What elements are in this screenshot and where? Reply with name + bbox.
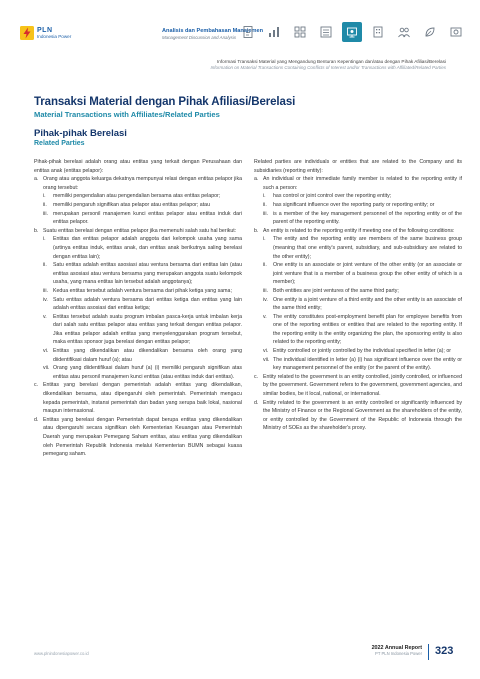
- sub-list-item: [254, 356, 462, 373]
- sub-list-item: [34, 347, 242, 364]
- list-marker: vii.: [263, 356, 270, 363]
- list-marker: vii.: [43, 365, 50, 372]
- list-item: [34, 416, 242, 459]
- nav-chart-icon[interactable]: [264, 22, 284, 42]
- list-text: has control or joint control over the reporting entity;: [273, 193, 392, 200]
- list-text: The individual identified in letter (a) (i) has significant influence over the entity or key management personnel of the entity (or the parent of the entity).: [273, 356, 462, 372]
- nav-management-icon[interactable]: [342, 22, 362, 42]
- page-header: [0, 0, 480, 48]
- list-item: [34, 381, 242, 415]
- page-subheader: [210, 59, 446, 71]
- list-text: An entity is related to the reporting entity if meeting one of the following conditions:: [263, 227, 455, 234]
- list-item: [34, 227, 242, 236]
- list-text: The entity constitutes post-employment benefit plan for employee benefits from one of the reporting entities or entities that are related to the reporting entity. If the reporting entity is the entity organizing the plan, the sponsoring entity is also related to the reporting entity;: [273, 313, 462, 346]
- sub-list-item: [254, 313, 462, 347]
- list-item: [254, 175, 462, 192]
- list-marker: d.: [254, 399, 259, 406]
- list-text: One entity is a joint venture of a third entity and the other entity is an associate of the same third entity;: [273, 296, 462, 312]
- list-marker: c.: [254, 373, 259, 380]
- list-marker: ii.: [263, 262, 267, 269]
- list-marker: ii.: [263, 201, 267, 208]
- list-text: Satu entitas adalah ventura bersama dari entitas ketiga dan entitas yang lain adalah entitas asosiasi dari entitas ketiga;: [53, 296, 242, 312]
- list-marker: vi.: [263, 348, 269, 355]
- report-title: 2022 Annual Report: [371, 645, 422, 651]
- nav-finance-icon[interactable]: [446, 22, 466, 42]
- list-marker: a.: [254, 176, 259, 183]
- page-number: 323: [435, 645, 454, 657]
- nav-people-icon[interactable]: [394, 22, 414, 42]
- list-text: Suatu entitas berelasi dengan entitas pelapor jika memenuhi salah satu hal berikut:: [43, 227, 237, 234]
- sub-list-item: [254, 192, 462, 201]
- list-text: memiliki pengaruh signifikan atas pelapor atau entitas pelapor; atau: [53, 201, 211, 208]
- list-marker: v.: [43, 313, 47, 320]
- list-marker: a.: [34, 176, 39, 183]
- list-text: merupakan personil manajemen kunci entitas pelapor atau entitas induk dari entitas pelapor.: [53, 210, 242, 226]
- sub-list-item: [254, 201, 462, 210]
- sub-list-item: [254, 235, 462, 261]
- section-subtitle: Management Discussion and Analysis: [162, 34, 237, 40]
- intro-paragraph: Related parties are individuals or entities that are related to the Company and its subsidiaries (reporting entity):: [254, 159, 462, 174]
- list-text: is a member of the key management personnel of the reporting entity or of the parent of the reporting entity.: [273, 210, 462, 226]
- sub-list-item: [254, 347, 462, 356]
- list-text: Entity related to the government is an entity controlled or significantly influenced by the Ministry of Finance or the Regional Government as the shareholders of the entity, or entity controlled by the Government of the Republic of Indonesia through the Ministry of SOEs as the shareholder's proxy.: [263, 399, 462, 432]
- sub-list-item: [34, 364, 242, 381]
- nav-leaf-icon[interactable]: [420, 22, 440, 42]
- lightning-icon: [20, 26, 34, 40]
- list-text: has significant influence over the reporting party or reporting entity; or: [273, 201, 435, 208]
- list-marker: v.: [263, 313, 267, 320]
- list-item: [254, 399, 462, 433]
- list-marker: iv.: [263, 296, 268, 303]
- sub-list-item: [254, 287, 462, 296]
- list-marker: iii.: [263, 287, 268, 294]
- footer-url[interactable]: www.plnindonesiapower.co.id: [34, 651, 89, 656]
- page-title: Transaksi Material dengan Pihak Afiliasi/Berelasi: [34, 96, 296, 108]
- logo-name: PLN: [37, 26, 53, 34]
- list-marker: b.: [254, 227, 259, 234]
- right-column-english: [254, 158, 462, 433]
- list-marker: ii.: [43, 201, 47, 208]
- list-item: [254, 227, 462, 236]
- sub-list-item: [34, 287, 242, 296]
- list-text: The entity and the reporting entity are members of the same business group (meaning that one entity's parent, subsidiary, and sub-subsidiary are related to the other entity);: [273, 236, 462, 260]
- list-marker: i.: [43, 193, 46, 200]
- list-text: Satu entitas adalah entitas asosiasi atau ventura bersama dari entitas lain (atau entitas asosiasi atau ventura bersama yang merupakan anggota suatu kelompok usaha, yang mana entitas lain tersebut adalah anggotanya);: [53, 262, 242, 286]
- list-text: Entitas dan entitas pelapor adalah anggota dari kelompok usaha yang sama (artinya entitas induk, entitas anak, dan entitas anak berikutnya saling berelasi dengan entitas lain);: [53, 236, 242, 260]
- footer-divider: [428, 644, 429, 660]
- list-marker: iii.: [263, 210, 268, 217]
- sub-list-item: [34, 235, 242, 261]
- list-text: Entitas yang berelasi dengan pemerintah adalah entitas yang dikendalikan, dikendalikan bersama, atau dipengaruhi oleh pemerintah. Pemerintah mengacu kepada pemerintah, instansi pemerintah dan badan yang serupa baik lokal, nasional maupun internasional.: [43, 382, 242, 415]
- nav-grid-icon[interactable]: [290, 22, 310, 42]
- list-marker: iv.: [43, 296, 48, 303]
- list-text: Entity related to the government is an entity controlled, jointly controlled, or influenced by the government. Government refers to the government, government agencies, and similar bodies, be it local, national, or international.: [263, 373, 462, 398]
- list-text: Orang yang diidentifikasi dalam huruf (a) (i) memiliki pengaruh signifikan atas entitas atau personil manajemen kunci entitas (atau entitas induk dari entitas).: [53, 365, 242, 380]
- list-text: memiliki pengendalian atau pengendalian bersama atas entitas pelapor;: [53, 193, 221, 200]
- nav-document-icon[interactable]: [238, 22, 258, 42]
- list-text: Kedua entitas tersebut adalah ventura bersama dari pihak ketiga yang sama;: [53, 287, 232, 294]
- sub-list-item: [254, 261, 462, 287]
- list-text: Entitas yang dikendalikan atau dikendalikan bersama oleh orang yang diidentifikasi dalam huruf (a); atau: [53, 348, 242, 363]
- list-marker: i.: [43, 236, 46, 243]
- list-text: Entity controlled or jointly controlled by the individual specified in letter (a); or: [273, 348, 452, 355]
- list-marker: c.: [34, 382, 39, 389]
- subheader-en: Information on Material Transactions Containing Conflicts of Interest and/or Transactions with Affiliated/Related Parties: [210, 64, 446, 70]
- sub-list-item: [34, 296, 242, 313]
- list-text: An individual or their immediate family member is related to the reporting entity if such a person:: [263, 176, 462, 191]
- list-marker: i.: [263, 193, 266, 200]
- list-marker: iii.: [43, 210, 48, 217]
- list-marker: ii.: [43, 262, 47, 269]
- list-item: [34, 175, 242, 192]
- section-heading: Pihak-pihak Berelasi: [34, 128, 127, 139]
- logo-subtitle: Indonesia Power: [37, 33, 72, 39]
- left-column-indonesian: [34, 158, 242, 459]
- sub-list-item: [34, 192, 242, 201]
- pln-logo[interactable]: [20, 26, 71, 40]
- subheader-id: Informasi Transaksi Material yang Mengandung Benturan Kepentingan dan/atau dengan Pihak Afiliasi/Berelasi: [216, 59, 446, 64]
- report-subtitle: PT PLN Indonesia Power: [375, 651, 422, 657]
- list-marker: vi.: [43, 348, 49, 355]
- list-marker: b.: [34, 227, 39, 234]
- footer-report-label: [372, 645, 422, 657]
- list-text: Entitas tersebut adalah suatu program imbalan pasca-kerja untuk imbalan kerja dari salah satu entitas pelapor atau entitas yang terkait dengan entitas pelapor. Jika entitas pelapor adalah entitas yang menyelenggarakan program tersebut, maka entitas sponsor juga berelasi dengan entitas pelapor;: [53, 313, 242, 346]
- list-text: One entity is an associate or joint venture of the other entity (or an associate or joint venture that is a member of a business group the other entity of which is a member);: [273, 262, 462, 286]
- sub-list-item: [254, 296, 462, 313]
- list-text: Both entities are joint ventures of the same third party;: [273, 287, 399, 294]
- list-marker: d.: [34, 416, 39, 423]
- sub-list-item: [34, 313, 242, 347]
- list-marker: iii.: [43, 287, 48, 294]
- list-text: Entitas yang berelasi dengan Pemerintah dapat berupa entitas yang dikendalikan atau dipengaruhi secara signifikan oleh Kementerian Keuangan atau Pemerintah Daerah yang merupakan Pemegang Saham entitas, atau entitas yang dikendalikan oleh Pemerintah Republik Indonesia melalui Kementerian BUMN sebagai kuasa pemegang saham.: [43, 416, 242, 458]
- sub-list-item: [34, 201, 242, 210]
- section-title: Analisis dan Pembahasan Manajemen: [162, 28, 264, 34]
- sub-list-item: [34, 261, 242, 287]
- page-title-en: Material Transactions with Affiliates/Related Parties: [34, 110, 220, 119]
- intro-paragraph: Pihak-pihak berelasi adalah orang atau entitas yang terkait dengan Perusahaan dan entitas anak (entitas pelapor):: [34, 159, 242, 174]
- chapter-nav: [238, 22, 472, 42]
- list-item: [254, 373, 462, 399]
- nav-building-icon[interactable]: [368, 22, 388, 42]
- section-heading-en: Related Parties: [34, 140, 85, 147]
- nav-list-icon[interactable]: [316, 22, 336, 42]
- sub-list-item: [254, 210, 462, 227]
- sub-list-item: [34, 210, 242, 227]
- list-marker: i.: [263, 236, 266, 243]
- list-text: Orang atau anggota keluarga dekatnya mempunyai relasi dengan entitas pelapor jika orang tersebut:: [43, 176, 242, 191]
